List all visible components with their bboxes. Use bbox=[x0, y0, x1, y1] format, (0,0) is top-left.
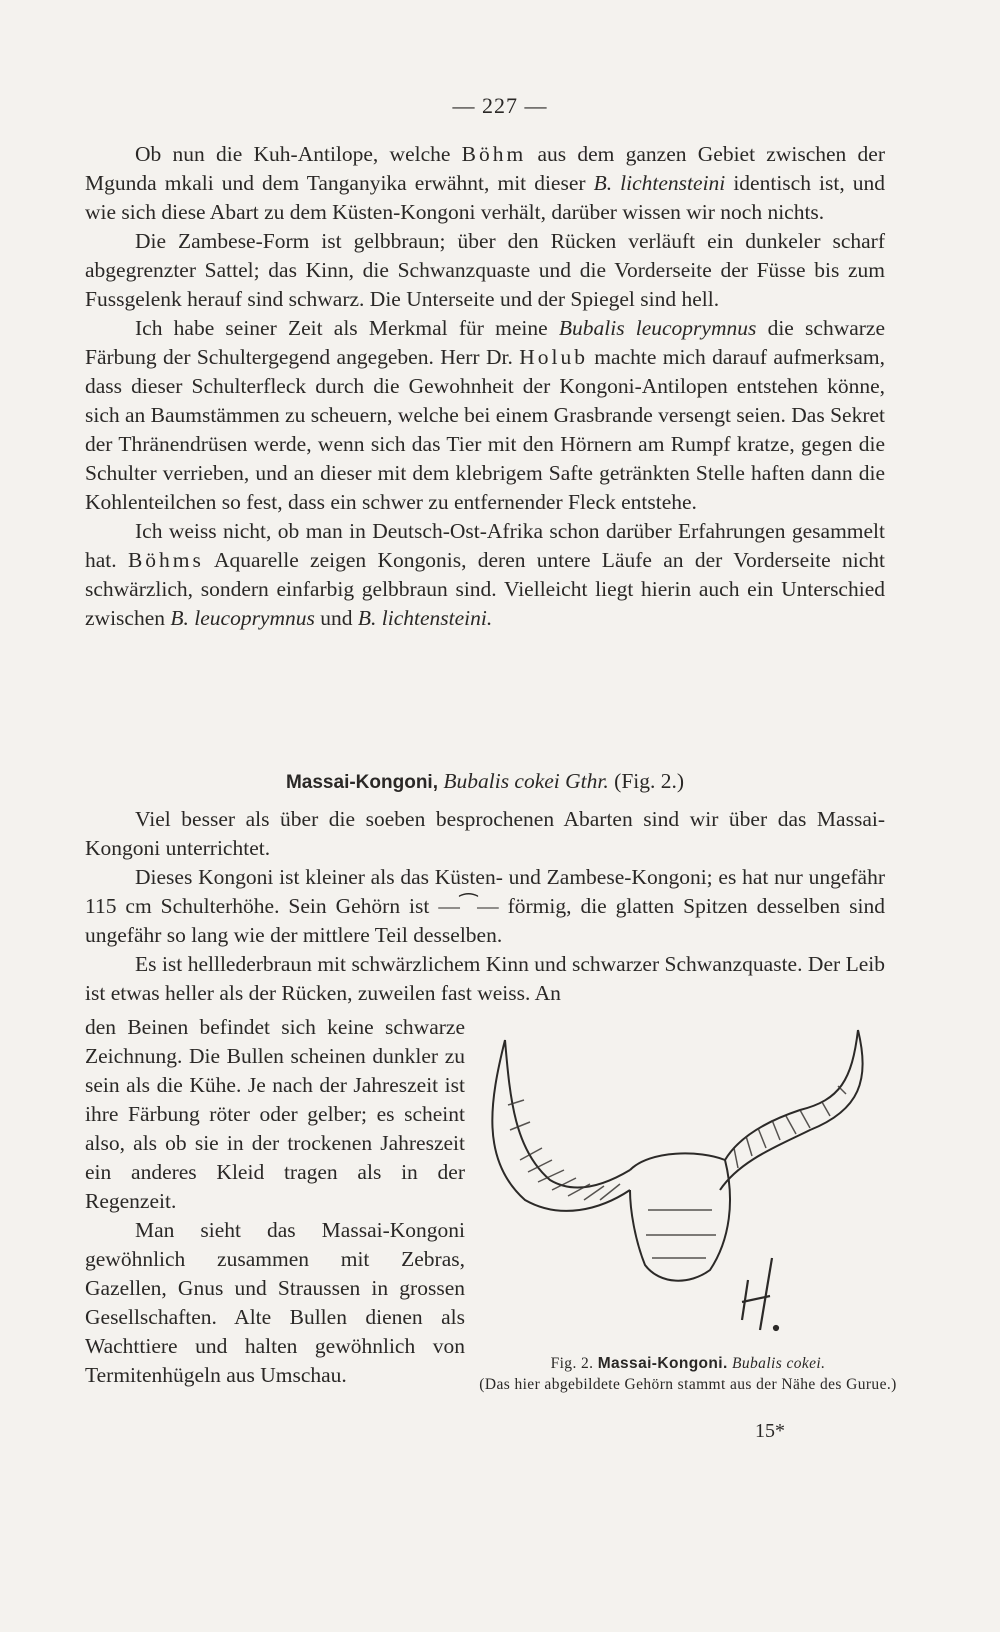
paragraph-2: Die Zambese-Form ist gelbbraun; über den Rücken verläuft ein dunkeler scharf abgegrenzter Sattel; das Kinn, die Schwanzquaste und die Vorderseite der Füsse bis zum Fussgelenk herauf sind schwarz. Die Unterseite und der Spiegel sind hell. bbox=[85, 229, 885, 311]
text-run: und bbox=[314, 606, 358, 630]
text-run: machte mich darauf aufmerksam, dass dieser Schulterfleck durch die Gewohnheit der Kongoni-Antilopen entstehen könne, sich an Baumstämmen zu scheuern, welche bei einem Grasbrande versengt seien. Das Sekret der Thränendrüsen werde, wenn sich das Tier mit den Hörnern am Rumpf kratze, gegen die Schulter verrieben, und an dieser mit dem klebrigem Safte getränkten Stelle haften dann die Kohlenteilchen so fest, dass ein schwer zu entfernender Fleck entstehe. bbox=[85, 345, 885, 514]
text-run: aus dem ganzen Gebiet zwischen der Mgunda mkali und dem Tanganyika erwähnt, mit dieser bbox=[85, 142, 885, 195]
text-run: die schwarze Färbung der Schultergegend angegeben. Herr Dr. bbox=[85, 316, 886, 369]
paragraph-7-continued: den Beinen befindet sich keine schwarze Zeichnung. Die Bullen scheinen dunkler zu sein als die Kühe. Je nach der Jahreszeit ist ihre Färbung röter oder gelber; es scheint also, als ob sie in der trockenen Jahreszeit ein anderes Kleid tragen als in der Regenzeit. bbox=[85, 1015, 465, 1213]
artist-monogram bbox=[742, 1258, 778, 1330]
signature-mark: 15* bbox=[755, 1420, 785, 1442]
horn-illustration bbox=[480, 1010, 890, 1340]
caption-title: Massai-Kongoni. bbox=[597, 1355, 728, 1372]
body-text-wrapped bbox=[85, 1013, 465, 1390]
caption-line-1 bbox=[478, 1353, 898, 1374]
page-number: — 227 — bbox=[452, 93, 548, 118]
text-run: Ich weiss nicht, ob man in Deutsch-Ost-Afrika schon darüber Erfahrungen gesammelt hat. bbox=[85, 519, 885, 572]
figure-caption bbox=[478, 1353, 898, 1395]
heading-species: Bubalis cokei Gthr. bbox=[443, 769, 609, 793]
heading-fig-ref: (Fig. 2.) bbox=[614, 769, 685, 793]
species-name: Bubalis leucoprymnus bbox=[558, 316, 757, 340]
caption-prefix: Fig. 2. bbox=[550, 1355, 594, 1372]
horns-drawing bbox=[480, 1010, 890, 1340]
paragraph-1 bbox=[85, 140, 885, 227]
heading-name: Massai-Kongoni, bbox=[285, 772, 438, 793]
paragraph-5: Viel besser als über die soeben besprochenen Abarten sind wir über das Massai-Kongoni unterrichtet. bbox=[85, 807, 885, 860]
text-run: identisch ist, und wie sich diese Abart zu dem Küsten-Kongoni verhält, darüber wissen wir noch nichts. bbox=[85, 171, 886, 224]
paragraph-7: Es ist helllederbraun mit schwärzlichem Kinn und schwarzer Schwanzquaste. Der Leib ist etwas heller als der Rücken, zuweilen fast weiss. An bbox=[85, 952, 885, 1005]
text-run: Ob nun die Kuh-Antilope, welche bbox=[135, 142, 462, 166]
person-name: Holub bbox=[519, 345, 588, 369]
person-name: Böhms bbox=[127, 548, 204, 572]
paragraph-4 bbox=[85, 517, 885, 633]
text-run: Aquarelle zeigen Kongonis, deren untere Läufe an der Vorderseite nicht schwärzlich, sondern einfarbig gelbbraun sind. Vielleicht liegt hierin auch ein Unterschied zwischen bbox=[85, 548, 885, 630]
paragraph-8: Man sieht das Massai-Kongoni gewöhnlich zusammen mit Zebras, Gazellen, Gnus und Straussen in grossen Gesellschaften. Alte Bullen dienen als Wachttiere und halten gewöhnlich von Termitenhügeln aus Umschau. bbox=[85, 1218, 465, 1387]
species-name: B. lichtensteini. bbox=[357, 606, 493, 630]
body-text-top bbox=[85, 140, 885, 633]
paragraph-6: Dieses Kongoni ist kleiner als das Küsten- und Zambese-Kongoni; es hat nur ungefähr 115 cm Schulterhöhe. Sein Gehörn ist —⁀— förmig, die glatten Spitzen desselben sind ungefähr so lang wie der mittlere Teil desselben. bbox=[85, 865, 885, 947]
species-name: B. lichtensteini bbox=[593, 171, 726, 195]
body-text-middle bbox=[85, 805, 885, 1008]
section-heading bbox=[85, 767, 885, 797]
paragraph-3 bbox=[85, 314, 885, 517]
text-run: Ich habe seiner Zeit als Merkmal für meine bbox=[135, 316, 559, 340]
caption-note: (Das hier abgebildete Gehörn stammt aus der Nähe des Gurue.) bbox=[479, 1376, 897, 1393]
author-name: Böhm bbox=[461, 142, 527, 166]
species-name: B. leucoprymnus bbox=[170, 606, 315, 630]
caption-species: Bubalis cokei. bbox=[732, 1355, 826, 1372]
